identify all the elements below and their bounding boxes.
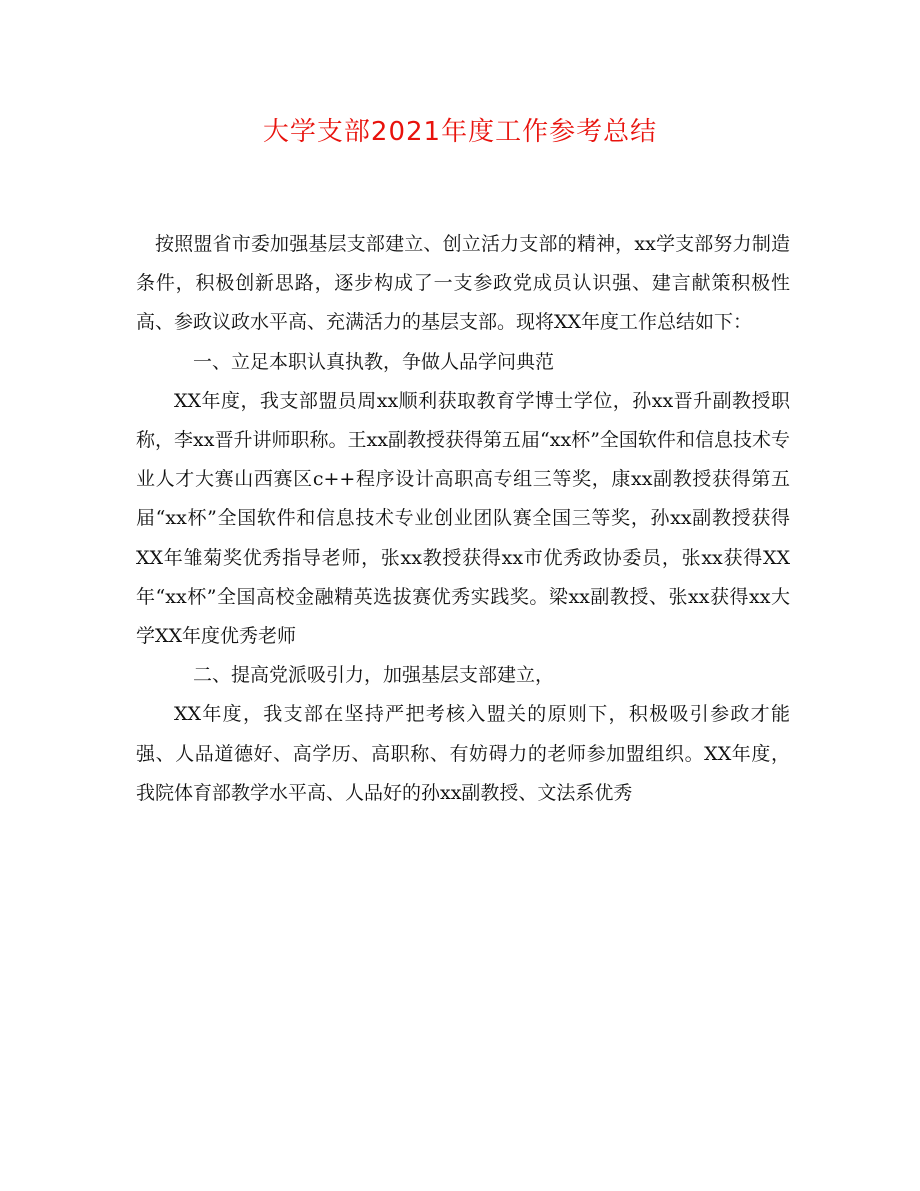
section-2-paragraph: XX年度，我支部在坚持严把考核入盟关的原则下，积极吸引参政才能强、人品道德好、高学历、高职称、有妨碍力的老师参加盟组织。XX年度，我院体育部教学水平高、人品好的孙xx副教授、文法系优秀 — [136, 703, 790, 804]
document-body — [136, 225, 790, 813]
section-heading-1: 一、立足本职认真执教，争做人品学问典范 — [193, 350, 555, 373]
document-title: 大学支部2021年度工作参考总结 — [262, 117, 658, 147]
intro-paragraph: 按照盟省市委加强基层支部建立、创立活力支部的精神，xx学支部努力制造条件，积极创新思路，逐步构成了一支参政党成员认识强、建言献策积极性高、参政议政水平高、充满活力的基层支部。现将XX年度工作总结如下： — [136, 233, 790, 334]
section-heading-2: 二、提高党派吸引力，加强基层支部建立， — [193, 664, 555, 687]
section-1-paragraph: XX年度，我支部盟员周xx顺利获取教育学博士学位，孙xx晋升副教授职称，李xx晋升讲师职称。王xx副教授获得第五届“xx杯”全国软件和信息技术专业人才大赛山西赛区c++程序设计高职高专组三等奖，康xx副教授获得第五届“xx杯”全国软件和信息技术专业创业团队赛全国三等奖，孙xx副教授获得XX年雏菊奖优秀指导老师，张xx教授获得xx市优秀政协委员，张xx获得XX年“xx杯”全国高校金融精英选拔赛优秀实践奖。梁xx副教授、张xx获得xx大学XX年度优秀老师 — [136, 389, 790, 648]
